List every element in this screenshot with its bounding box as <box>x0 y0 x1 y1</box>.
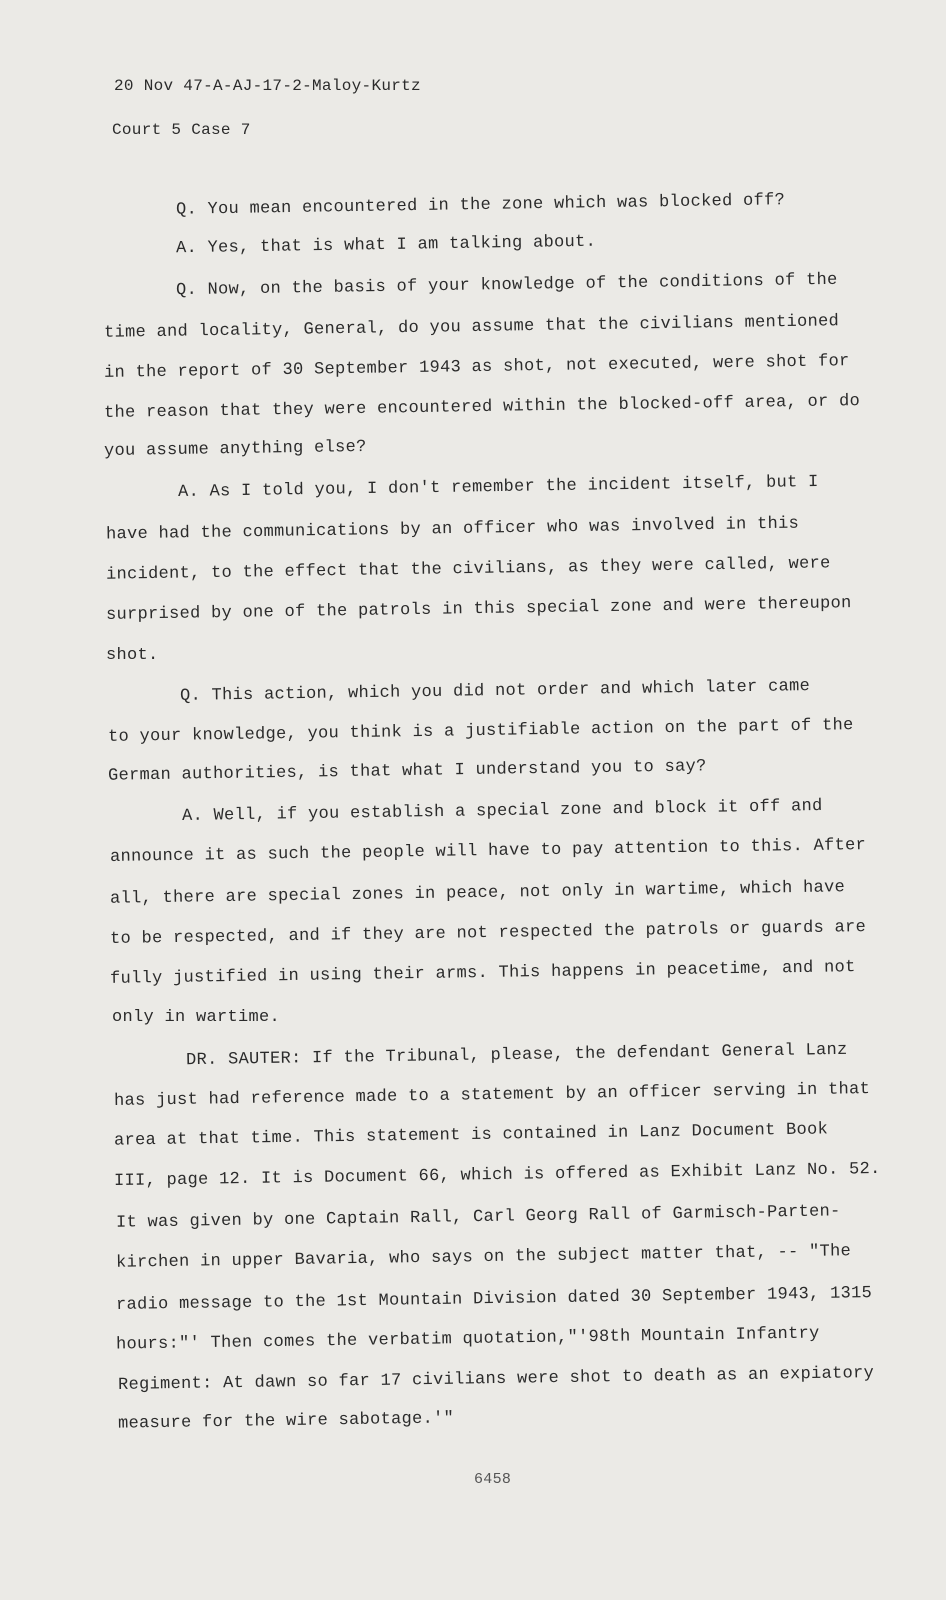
text-line: in the report of 30 September 1943 as shot, not executed, were shot for <box>103 352 850 383</box>
text-line: shot. <box>106 646 159 665</box>
text-line: you assume anything else? <box>103 437 367 462</box>
text-line: to be respected, and if they are not respected the patrols or guards are <box>109 918 867 949</box>
text-line: DR. SAUTER: If the Tribunal, please, the defendant General Lanz <box>185 1040 848 1071</box>
text-line: has just had reference made to a statement by an officer serving in that <box>113 1080 871 1111</box>
text-line: surprised by one of the patrols in this special zone and were thereupon <box>105 594 852 625</box>
text-line: It was given by one Captain Rall, Carl Georg Rall of Garmisch-Parten- <box>115 1202 841 1233</box>
text-line: Q. You mean encountered in the zone which was blocked off? <box>175 191 786 220</box>
text-line: measure for the wire sabotage.'" <box>117 1409 455 1434</box>
text-line: Q. This action, which you did not order and which later came <box>179 677 811 706</box>
text-line: hours:"' Then comes the verbatim quotation,"'98th Mountain Infantry <box>115 1324 820 1355</box>
text-line: fully justified in using their arms. This happens in peacetime, and not <box>109 958 856 989</box>
text-line: only in wartime. <box>112 1008 281 1027</box>
text-line: radio message to the 1st Mountain Division dated 30 September 1943, 1315 <box>115 1284 873 1315</box>
header-line-1: 20 Nov 47-A-AJ-17-2-Maloy-Kurtz <box>114 77 421 95</box>
text-line: incident, to the effect that the civilians, as they were called, were <box>105 554 831 585</box>
text-line: announce it as such the people will have to pay attention to this. After <box>109 836 867 867</box>
text-line: all, there are special zones in peace, not only in wartime, which have <box>109 878 846 909</box>
text-line: Regiment: At dawn so far 17 civilians were shot to death as an expiatory <box>117 1364 875 1395</box>
text-line: Q. Now, on the basis of your knowledge of the conditions of the <box>175 270 838 301</box>
text-line: the reason that they were encountered within the blocked-off area, or do <box>103 392 861 423</box>
text-line: A. As I told you, I don't remember the incident itself, but I <box>177 472 819 503</box>
text-line: kirchen in upper Bavaria, who says on the subject matter that, -- "The <box>115 1242 852 1273</box>
text-line: German authorities, is that what I understand you to say? <box>107 757 707 786</box>
text-line: to your knowledge, you think is a justifiable action on the part of the <box>107 716 854 747</box>
header-line-2: Court 5 Case 7 <box>112 121 251 139</box>
text-line: have had the communications by an officer who was involved in this <box>105 514 800 545</box>
text-line: time and locality, General, do you assume that the civilians mentioned <box>103 312 840 343</box>
text-line: area at that time. This statement is contained in Lanz Document Book <box>113 1120 829 1151</box>
text-line: A. Well, if you establish a special zone and block it off and <box>181 796 823 827</box>
page-number: 6458 <box>474 1471 512 1488</box>
text-line: A. Yes, that is what I am talking about. <box>175 232 597 259</box>
text-line: III, page 12. It is Document 66, which is offered as Exhibit Lanz No. 52. <box>113 1159 881 1192</box>
